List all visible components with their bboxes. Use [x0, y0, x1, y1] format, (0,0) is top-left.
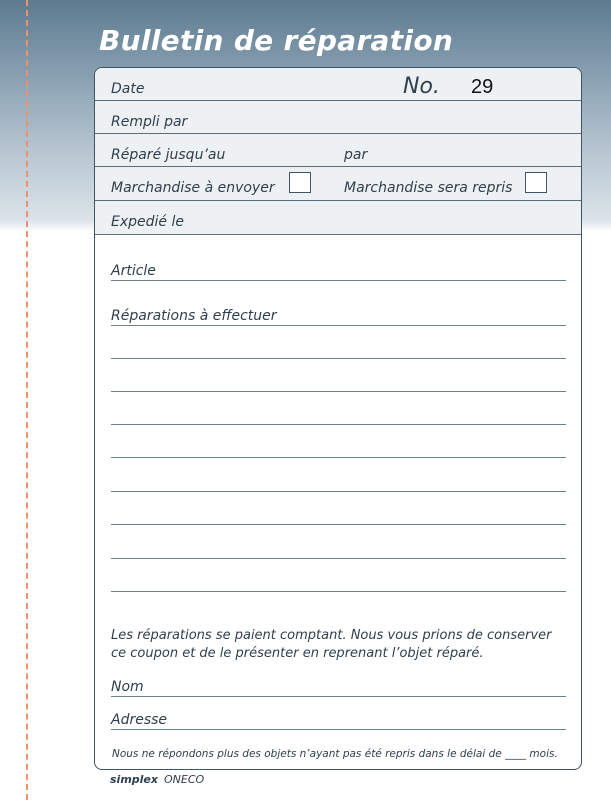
form-title: Bulletin de réparation [99, 24, 454, 57]
payment-notice-line: Les réparations se paient comptant. Nous vous prions de conserver [111, 628, 552, 643]
article-line[interactable] [111, 280, 566, 281]
footer-note-blank: ____ [505, 748, 527, 760]
number-label: No. [403, 74, 440, 99]
address-label: Adresse [111, 712, 168, 728]
footer-note-end: mois. [529, 748, 558, 760]
date-label: Date [111, 81, 145, 97]
address-line[interactable] [111, 729, 566, 730]
writing-line[interactable] [111, 391, 566, 392]
writing-line[interactable] [111, 524, 566, 525]
footer-note-text: Nous ne répondons plus des objets n’ayant pas été repris dans le délai de [112, 748, 502, 760]
repairs-label: Réparations à effectuer [111, 308, 277, 324]
writing-line[interactable] [111, 591, 566, 592]
writing-line[interactable] [111, 325, 566, 326]
row-divider [95, 234, 581, 235]
form-number: 29 [471, 76, 494, 98]
writing-line[interactable] [111, 358, 566, 359]
row-divider [95, 166, 581, 167]
goods-to-send-checkbox[interactable] [289, 172, 311, 193]
name-label: Nom [111, 679, 144, 695]
writing-line[interactable] [111, 491, 566, 492]
filled-by-label: Rempli par [111, 114, 188, 130]
writing-line[interactable] [111, 558, 566, 559]
footer-note [112, 748, 558, 760]
name-line[interactable] [111, 696, 566, 697]
writing-line[interactable] [111, 457, 566, 458]
writing-line[interactable] [111, 424, 566, 425]
payment-notice [111, 627, 581, 663]
brand-primary: simplex [110, 773, 158, 786]
repaired-by-label: par [344, 147, 368, 163]
repaired-until-label: Réparé jusqu’au [111, 147, 226, 163]
row-divider [95, 100, 581, 101]
repair-form [94, 67, 582, 770]
brand-mark [110, 773, 204, 786]
brand-secondary: ONECO [163, 773, 205, 786]
goods-to-send-label: Marchandise à envoyer [111, 180, 275, 196]
payment-notice-line: ce coupon et de le présenter en reprenant l’objet réparé. [111, 646, 484, 661]
row-divider [95, 133, 581, 134]
perforation-line [26, 0, 28, 800]
goods-picked-up-label: Marchandise sera repris [344, 180, 513, 196]
article-label: Article [111, 263, 156, 279]
row-divider [95, 200, 581, 201]
goods-picked-up-checkbox[interactable] [525, 172, 547, 193]
shipped-label: Expedié le [111, 214, 184, 230]
